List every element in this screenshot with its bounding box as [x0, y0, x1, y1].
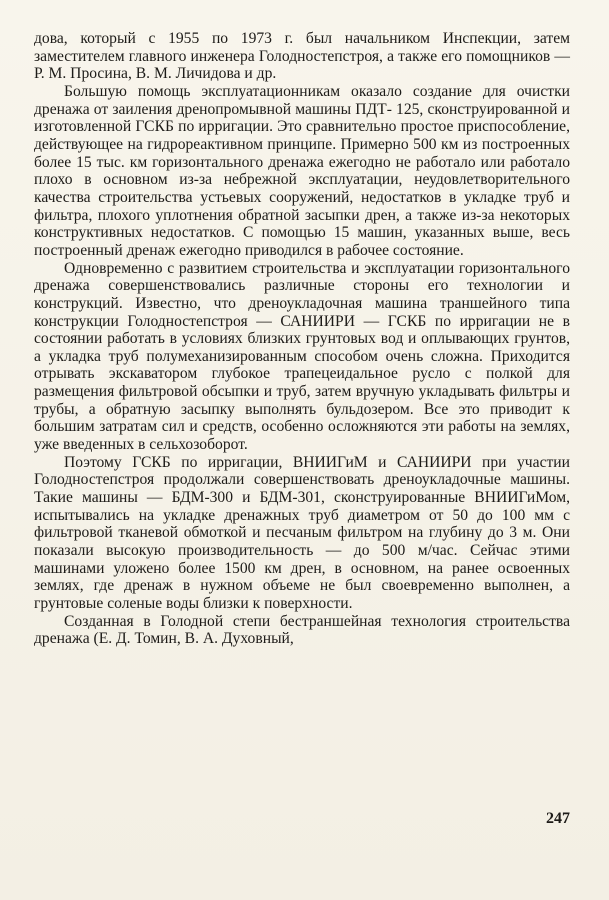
paragraph-3: Одновременно с развитием строительства и эксплуатации горизонтального дренажа совершенствовались различные стороны его технологии и конструкций. Известно, что дреноукладочная машина траншейного типа конструкции Голодностепстроя — САНИИРИ — ГСКБ по ирригации не в состоянии работать в условиях близких грунтовых вод и оплывающих грунтов, а укладка труб полумеханизированным способом очень сложна. Приходится отрывать экскаватором глубокое трапецеидальное русло с полкой для размещения фильтровой обсыпки и труб, затем вручную укладывать фильтры и трубы, а обратную засыпку выполнять бульдозером. Все это приводит к большим затратам сил и средств, особенно осложняются эти работы на землях, уже введенных в сельхозоборот.	[34, 259, 570, 454]
page-number: 247	[546, 810, 570, 827]
paragraph-1: дова, который с 1955 по 1973 г. был начальником Инспекции, затем заместителем главного инженера Голодностепстроя, а также его помощников — Р. М. Просина, В. М. Личидова и др.	[34, 30, 570, 83]
paragraph-4: Поэтому ГСКБ по ирригации, ВНИИГиМ и САНИИРИ при участии Голодностепстроя продолжали совершенствовать дреноукладочные машины. Такие машины — БДМ-300 и БДМ-301, сконструированные ВНИИГиМом, испытывались на укладке дренажных труб диаметром от 50 до 100 мм с фильтровой тканевой обмоткой и песчаным фильтром на глубину до 3 м. Они показали высокую производительность — до 500 м/час. Сейчас этими машинами уложено более 1500 км дрен, в основном, на ранее освоенных землях, где дренаж в нужном объеме не был своевременно выполнен, а грунтовые соленые воды близки к поверхности.	[34, 453, 570, 612]
body-text	[34, 30, 570, 648]
paragraph-5: Созданная в Голодной степи бестраншейная технология строительства дренажа (Е. Д. Томин, В. А. Духовный,	[34, 612, 570, 648]
paragraph-2: Большую помощь эксплуатационникам оказало создание для очистки дренажа от заиления дренопромывной машины ПДТ- 125, сконструированной и изготовленной ГСКБ по ирригации. Это сравнительно простое приспособление, действующее на гидрореактивном принципе. Примерно 500 км из построенных более 15 тыс. км горизонтального дренажа ежегодно не работало или работало плохо в основном из-за небрежной эксплуатации, неудовлетворительного качества строительства устьевых сооружений, недостатков в укладке труб и фильтра, плохого уплотнения обратной засыпки дрен, а также из-за некоторых конструктивных недостатков. С помощью 15 машин, указанных выше, весь построенный дренаж ежегодно приводился в рабочее состояние.	[34, 82, 570, 259]
